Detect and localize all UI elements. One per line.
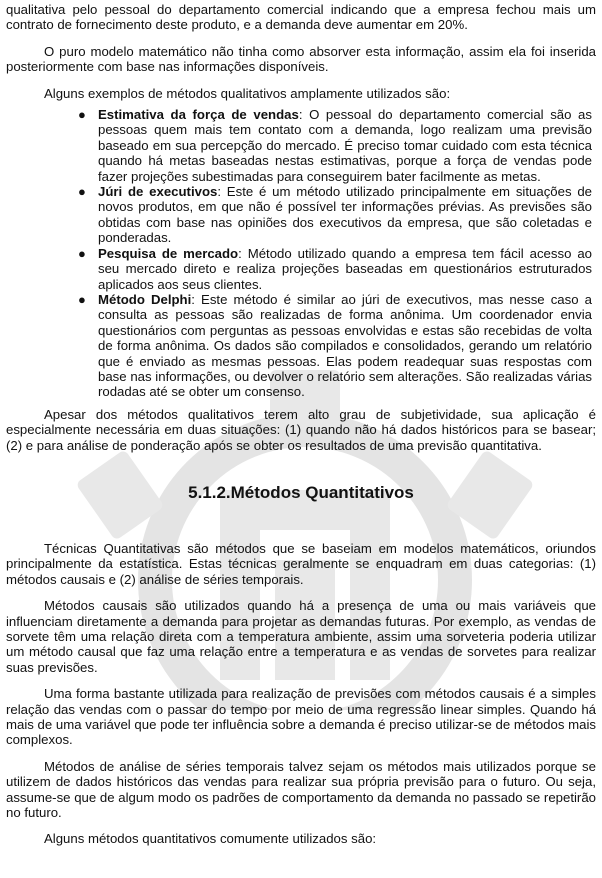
method-description: : Este é um método utilizado principalmente em situações de novos produtos, em que não é possível ter informações prévias. As previsões são obtidas com base nas opiniões dos executivos da empresa, que são coletadas e ponderadas. [98, 184, 593, 246]
document-body [0, 2, 602, 847]
method-description: : Este método é similar ao júri de executivos, mas nesse caso a consulta as pessoas são realizadas de forma anônima. Um coordenador envia questionários com perguntas as pessoas envolvidas e estas são recebidas de volta de forma anônima. Os dados são compilados e consolidados, gerando um relatório que é enviado as mesmas pessoas. Elas podem readequar suas respostas com base nas informações, ou devolver o relatório sem alterações. São realizadas várias rodadas até se obter um consenso. [98, 291, 592, 400]
paragraph-model-limitation: O puro modelo matemático não tinha como absorver esta informação, assim ela foi inserida posteriormente com base nas informações disponíveis. [6, 43, 596, 75]
qualitative-methods-list [6, 107, 596, 400]
paragraph-intro-continuation: qualitativa pelo pessoal do departamento comercial indicando que a empresa fechou mais um contrato de fornecimento deste produto, e a demanda deve aumentar em 20%. [6, 2, 596, 33]
paragraph-linear-regression: Uma forma bastante utilizada para realização de previsões com métodos causais é a simples relação das vendas com o passar do tempo por meio de uma regressão linear simples. Quando há mais de uma variável que pode ter influência sobre a demanda é preciso utilizar-se de métodos mais complexos. [6, 686, 596, 748]
bullet-dot-icon: ● [78, 291, 86, 307]
method-description: : Método utilizado quando a empresa tem fácil acesso ao seu mercado direto e realiza projeções baseadas em questionários estruturados aplicados aos seus clientes. [98, 245, 592, 292]
paragraph-causal-methods: Métodos causais são utilizados quando há a presença de uma ou mais variáveis que influenciam diretamente a demanda para projetar as demandas futuras. Por exemplo, as vendas de sorvete têm uma relação direta com a temperatura ambiente, assim uma sorveteria poderia utilizar um método causal que faz uma relação entre a temperatura e as vendas de sorvetes para realizar suas previsões. [6, 598, 596, 675]
paragraph-time-series: Métodos de análise de séries temporais talvez sejam os métodos mais utilizados porque se utilizem de dados históricos das vendas para realizar sua própria previsão para o futuro. Ou seja, assume-se que de algum modo os padrões de comportamento da demanda no passado se repetirão no futuro. [6, 758, 596, 821]
method-description: : O pessoal do departamento comercial são as pessoas quem mais tem contato com a demanda, logo realizam uma previsão baseado em sua percepção do mercado. É preciso tomar cuidado com esta técnica quando há metas baseadas nestas estimativas, porque a força de vendas pode fazer projeções subestimadas para conseguirem bater facilmente as metas. [98, 107, 592, 184]
list-item [78, 184, 593, 246]
list-item [78, 245, 592, 292]
method-term: Método Delphi [98, 291, 192, 307]
method-term: Pesquisa de mercado [98, 245, 239, 261]
bullet-dot-icon: ● [78, 245, 86, 261]
paragraph-qualitative-applications: Apesar dos métodos qualitativos terem alto grau de subjetividade, sua aplicação é especialmente necessária em duas situações: (1) quando não há dados históricos para se basear; (2) e para análise de ponderação após se obter os resultados de uma previsão quantitativa. [6, 406, 596, 453]
paragraph-quantitative-examples-intro: Alguns métodos quantitativos comumente utilizados são: [44, 831, 377, 847]
list-item [78, 107, 592, 184]
section-heading: 5.1.2.Métodos Quantitativos [188, 482, 414, 502]
paragraph-quantitative-definition: Técnicas Quantitativas são métodos que se baseiam em modelos matemáticos, oriundos principalmente da estatística. Estas técnicas geralmente se enquadram em duas categorias: (1) métodos causais e (2) análise de séries temporais. [6, 540, 596, 587]
paragraph-qualitative-examples-intro: Alguns exemplos de métodos qualitativos amplamente utilizados são: [44, 85, 451, 101]
list-item [78, 291, 592, 400]
method-term: Estimativa da força de vendas [98, 107, 299, 123]
method-term: Júri de executivos [98, 184, 218, 200]
bullet-dot-icon: ● [78, 107, 86, 123]
bullet-dot-icon: ● [78, 184, 86, 200]
